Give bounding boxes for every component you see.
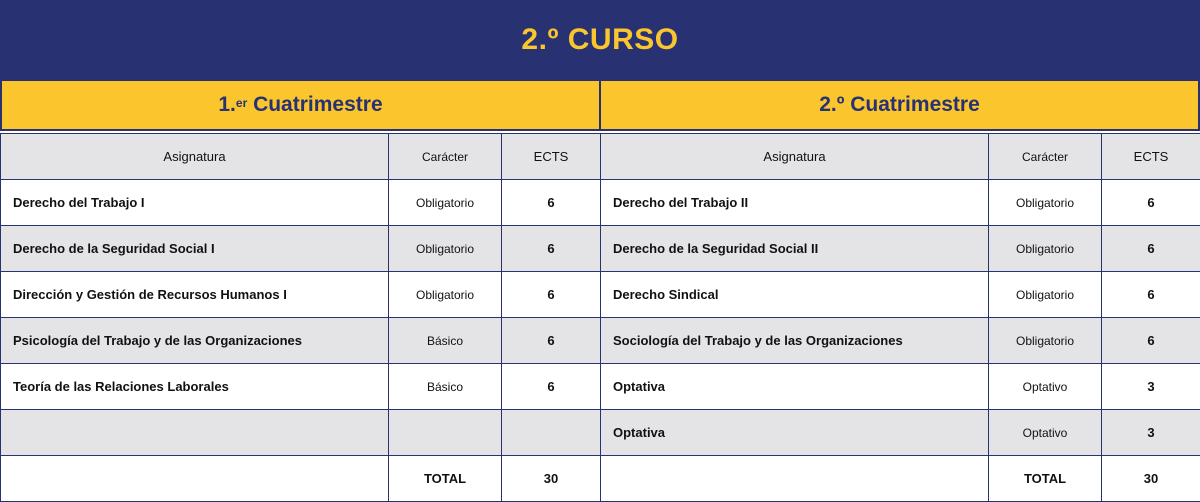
subject-cell: Optativa	[601, 364, 989, 410]
semester-1-table	[0, 133, 601, 502]
ects-cell: 6	[502, 318, 601, 364]
subject-cell: Teoría de las Relaciones Laborales	[1, 364, 389, 410]
ects-cell: 3	[1102, 364, 1200, 410]
ects-cell: 6	[502, 226, 601, 272]
semester-2-header	[600, 79, 1200, 131]
ects-cell: 6	[502, 180, 601, 226]
character-cell: Optativo	[989, 410, 1102, 456]
total-label: TOTAL	[989, 456, 1102, 502]
semester-1-title-main: 1.	[218, 93, 236, 117]
total-empty-cell	[1, 456, 389, 502]
semester-1	[0, 79, 600, 500]
character-cell: Obligatorio	[989, 226, 1102, 272]
semester-1-title-rest: Cuatrimestre	[247, 93, 382, 117]
ects-cell: 6	[502, 272, 601, 318]
column-header-character: Carácter	[389, 134, 502, 180]
subject-cell: Dirección y Gestión de Recursos Humanos I	[1, 272, 389, 318]
column-header-subject: Asignatura	[1, 134, 389, 180]
ects-cell: 6	[1102, 272, 1200, 318]
subject-cell: Sociología del Trabajo y de las Organizaciones	[601, 318, 989, 364]
total-empty-cell	[601, 456, 989, 502]
character-cell: Optativo	[989, 364, 1102, 410]
subject-cell: Derecho de la Seguridad Social II	[601, 226, 989, 272]
table-row	[1, 318, 601, 364]
total-value: 30	[502, 456, 601, 502]
table-row	[1, 272, 601, 318]
total-row	[601, 456, 1200, 502]
character-cell: Obligatorio	[389, 180, 502, 226]
table-row	[1, 410, 601, 456]
table-row	[601, 226, 1200, 272]
subject-cell: Psicología del Trabajo y de las Organizaciones	[1, 318, 389, 364]
character-cell: Obligatorio	[389, 272, 502, 318]
table-header-row	[601, 134, 1200, 180]
total-label: TOTAL	[389, 456, 502, 502]
ects-cell: 6	[1102, 226, 1200, 272]
total-value: 30	[1102, 456, 1200, 502]
subject-cell: Derecho de la Seguridad Social I	[1, 226, 389, 272]
subject-cell: Derecho Sindical	[601, 272, 989, 318]
semester-2	[600, 79, 1200, 500]
table-row	[1, 180, 601, 226]
table-row	[601, 272, 1200, 318]
course-title: 2.º CURSO	[521, 23, 678, 57]
character-cell: Obligatorio	[389, 226, 502, 272]
subject-cell	[1, 410, 389, 456]
character-cell: Obligatorio	[989, 318, 1102, 364]
column-header-subject: Asignatura	[601, 134, 989, 180]
character-cell: Básico	[389, 364, 502, 410]
table-row	[1, 226, 601, 272]
total-row	[1, 456, 601, 502]
semester-1-header	[0, 79, 600, 131]
character-cell	[389, 410, 502, 456]
course-banner	[0, 0, 1200, 79]
character-cell: Básico	[389, 318, 502, 364]
subject-cell: Derecho del Trabajo I	[1, 180, 389, 226]
semester-1-title-sup: er	[236, 96, 247, 110]
character-cell: Obligatorio	[989, 180, 1102, 226]
semester-2-table	[600, 133, 1200, 502]
ects-cell	[502, 410, 601, 456]
ects-cell: 6	[1102, 180, 1200, 226]
table-row	[601, 180, 1200, 226]
ects-cell: 3	[1102, 410, 1200, 456]
column-header-ects: ECTS	[1102, 134, 1200, 180]
semester-2-title: 2.º Cuatrimestre	[819, 93, 980, 117]
table-row	[601, 364, 1200, 410]
column-header-character: Carácter	[989, 134, 1102, 180]
character-cell: Obligatorio	[989, 272, 1102, 318]
table-row	[601, 318, 1200, 364]
table-row	[1, 364, 601, 410]
subject-cell: Optativa	[601, 410, 989, 456]
column-header-ects: ECTS	[502, 134, 601, 180]
ects-cell: 6	[502, 364, 601, 410]
table-row	[601, 410, 1200, 456]
table-header-row	[1, 134, 601, 180]
ects-cell: 6	[1102, 318, 1200, 364]
subject-cell: Derecho del Trabajo II	[601, 180, 989, 226]
